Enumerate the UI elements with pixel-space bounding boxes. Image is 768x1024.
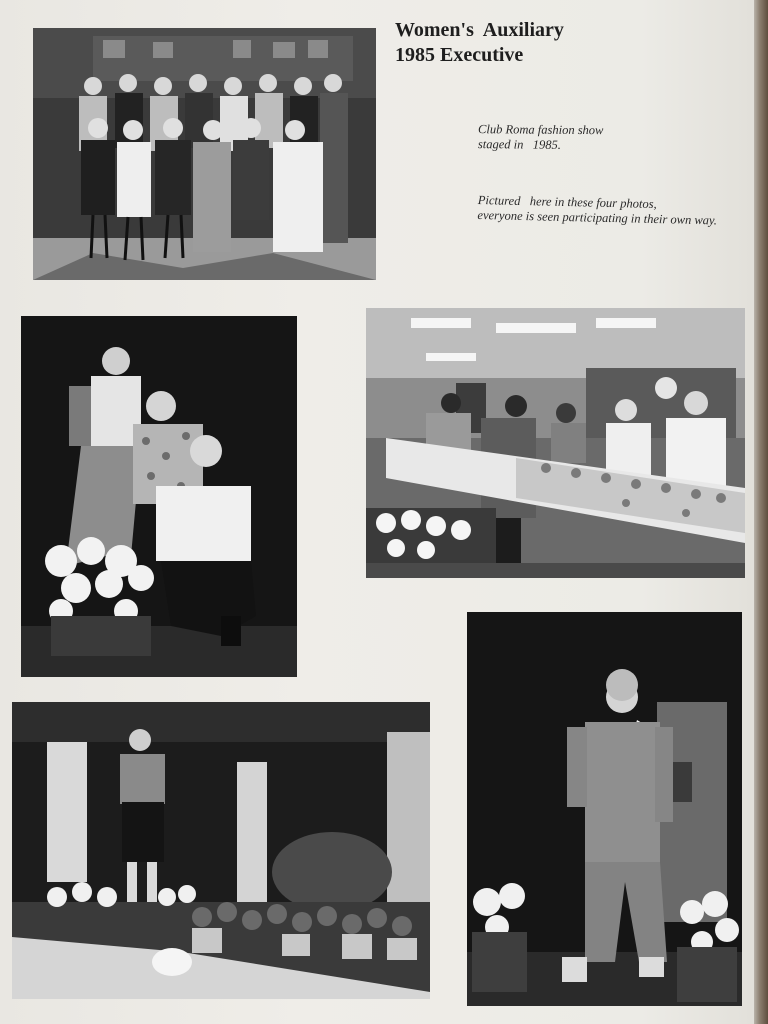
caption-line: staged in 1985. <box>477 137 561 152</box>
caption-fashion-show <box>478 122 678 154</box>
photo-models-posing-image <box>21 316 297 677</box>
photo-buffet-table <box>366 308 745 578</box>
book-binding-edge <box>754 0 768 1024</box>
photo-female-model-jumpsuit <box>467 612 742 1006</box>
photo-executive-group-image <box>33 28 376 280</box>
page-heading <box>395 18 695 68</box>
heading-line-1: Women's Auxiliary <box>395 19 564 41</box>
photo-executive-group <box>33 28 376 280</box>
photo-male-model-runway-image <box>12 702 430 999</box>
caption-line: Pictured here in these four photos, <box>477 193 657 212</box>
photo-male-model-runway <box>12 702 430 999</box>
caption-line: everyone is seen participating in their own way. <box>477 207 718 228</box>
caption-line: Club Roma fashion show <box>478 122 604 138</box>
caption-pictured <box>477 193 748 229</box>
heading-line-2: 1985 Executive <box>395 44 524 66</box>
photo-models-posing <box>21 316 297 677</box>
photo-female-model-jumpsuit-image <box>467 612 742 1006</box>
photo-buffet-table-image <box>366 308 745 578</box>
